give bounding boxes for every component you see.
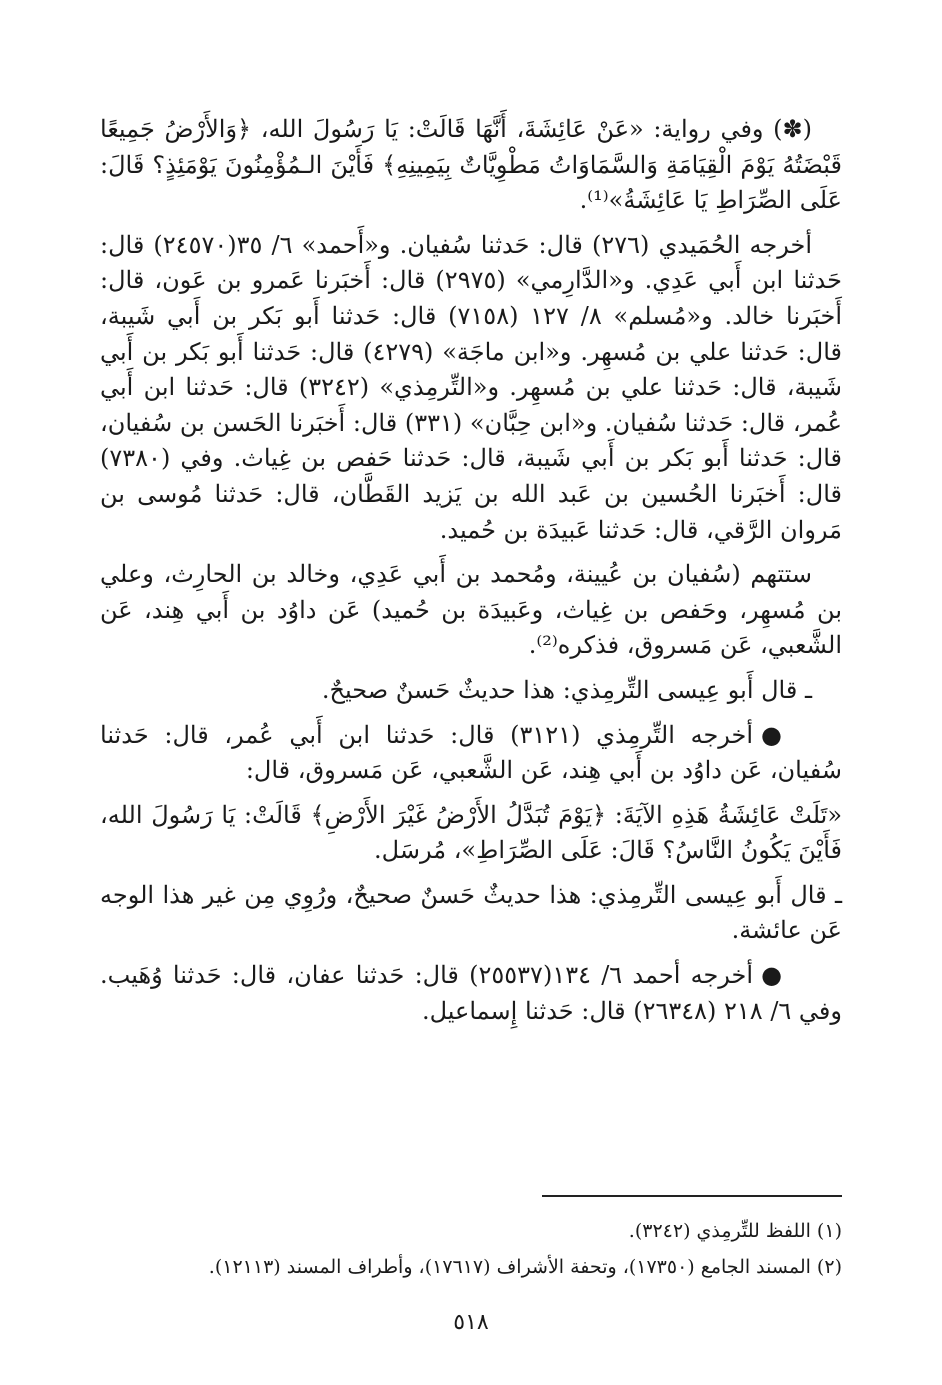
- page-number: ٥١٨: [453, 1310, 489, 1335]
- narrators-summary-paragraph: ستتهم (سُفيان بن عُيينة، ومُحمد بن أَبي عَدِي، وخالد بن الحارِث، وعلي بن مُسهِر، وحَفص بن غِياث، وعَبيدَة بن حُميد) عَن داوُد بن أَبي هِند، عَن الشَّعبي، عَن مَسروق، فذكره⁽²⁾.: [100, 560, 842, 660]
- takhrij-paragraph-3: [100, 958, 842, 1029]
- takhrij-text-2: أخرجه التِّرمِذي (٣١٢١) قال: حَدثنا ابن أَبي عُمر، قال: حَدثنا سُفيان، عَن داوُد بن أَبي هِند، عَن الشَّعبي، عَن مَسروق، قال:: [100, 720, 842, 785]
- takhrij-paragraph-2: [100, 718, 842, 789]
- footnote-1: (١) اللفظ للتِّرمِذي (٣٢٤٢).: [628, 1220, 842, 1242]
- takhrij-paragraph-1: أخرجه الحُمَيدي (٢٧٦) قال: حَدثنا سُفيان. و«أَحمد» ٦/ ٣٥(٢٤٥٧٠) قال: حَدثنا ابن أَبي عَدِي. و«الدَّارِمي» (٢٩٧٥) قال: أَخبَرنا عَمرو بن عَون، قال: أَخبَرنا خالد. و«مُسلم» ٨/ ١٢٧ (٧١٥٨) قال: حَدثنا أَبو بَكر بن أَبي شَيبة، قال: حَدثنا علي بن مُسهِر. و«ابن ماجَة» (٤٢٧٩) قال: حَدثنا أَبو بَكر بن أَبي شَيبة، قال: حَدثنا علي بن مُسهِر. و«التِّرمِذي» (٣٢٤٢) قال: حَدثنا ابن أَبي عُمر، قال: حَدثنا سُفيان. و«ابن حِبَّان» (٣٣١) قال: أَخبَرنا الحَسن بن سُفيان، قال: حَدثنا أَبو بَكر بن أَبي شَيبة، قال: حَدثنا حَفص بن غِياث. وفي (٧٣٨٠) قال: أَخبَرنا الحُسين بن عَبد الله بن يَزيد القَطَّان، قال: حَدثنا مُوسى بن مَروان الرَّقي، قال: حَدثنا عَبيدَة بن حُميد.: [100, 230, 842, 544]
- footnote-divider: [542, 1195, 842, 1197]
- tirmidhi-grading-1: ـ قال أَبو عِيسى التِّرمِذي: هذا حديثٌ حَسنٌ صحيحٌ.: [321, 675, 812, 704]
- bullet-icon: ●: [761, 961, 783, 990]
- footnotes: [100, 1213, 842, 1285]
- main-text: [100, 112, 842, 1038]
- takhrij-text-3: أخرجه أحمد ٦/ ١٣٤(٢٥٥٣٧) قال: حَدثنا عفان، قال: حَدثنا وُهَيب. وفي ٦/ ٢١٨ (٢٦٣٤٨) قال: حَدثنا إِسماعيل.: [100, 961, 842, 1025]
- hadith-paragraph-1: (✽) وفي رواية: «عَنْ عَائِشَةَ، أَنَّهَا قَالَتْ: يَا رَسُولَ الله، ﴿وَالأَرْضُ جَمِيعًا قَبْضَتُهُ يَوْمَ الْقِيَامَةِ وَالسَّمَاوَاتُ مَطْوِيَّاتٌ بِيَمِينِهِ﴾ فَأَيْنَ الـمُؤْمِنُونَ يَوْمَئِذٍ؟ قَالَ: عَلَى الصِّرَاطِ يَا عَائِشَةُ»⁽¹⁾.: [100, 115, 842, 215]
- bullet-icon: ●: [761, 720, 782, 749]
- footnote-2: (٢) المسند الجامع (١٧٣٥٠)، وتحفة الأشراف (١٧٦١٧)، وأطراف المسند (١٢١١٣).: [208, 1256, 842, 1278]
- hadith-paragraph-2: «تَلَتْ عَائِشَةُ هَذِهِ الآيَةَ: ﴿يَوْمَ تُبَدَّلُ الأَرْضُ غَيْرَ الأَرْضِ﴾ قَالَتْ: يَا رَسُولَ الله، فَأَيْنَ يَكُونُ النَّاسُ؟ قَالَ: عَلَى الصِّرَاطِ»، مُرسَل.: [100, 800, 842, 865]
- tirmidhi-grading-2: ـ قال أَبو عِيسى التِّرمِذي: هذا حديثٌ حَسنٌ صحيحٌ، ورُوِي مِن غير هذا الوجه عَن عائشة.: [100, 880, 842, 945]
